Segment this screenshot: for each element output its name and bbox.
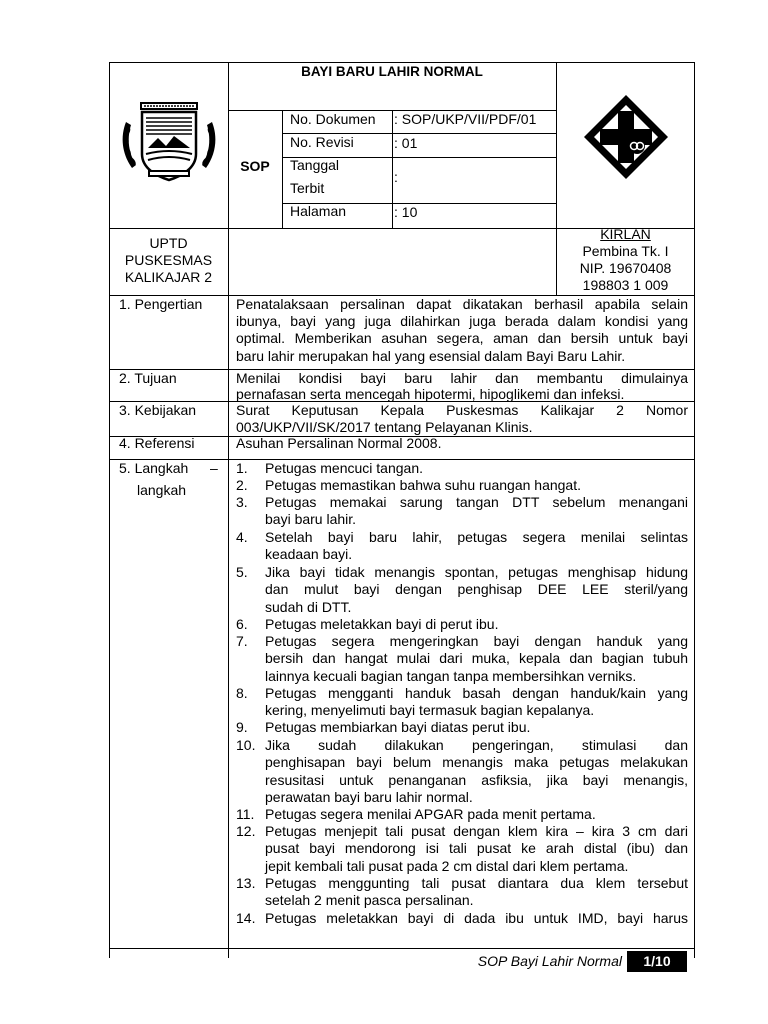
doc-number-label: No. Dokumen	[290, 111, 376, 127]
step-text	[265, 737, 688, 806]
step-text-line: Jika sudah dilakukan pengeringan, stimulasi dan	[265, 737, 688, 753]
procedure-step	[236, 737, 688, 806]
section-text-referensi: Asuhan Persalinan Normal 2008.	[236, 435, 442, 451]
revision-value: : 01	[394, 135, 418, 151]
issue-date-value: :	[394, 169, 398, 185]
doc-number-value: : SOP/UKP/VII/PDF/01	[394, 111, 537, 127]
step-text-line: penghisapan bayi belum menangis maka petugas melakukan	[265, 754, 688, 771]
section-label-pengertian: 1. Pengertian	[119, 296, 203, 312]
step-text-line: Petugas meletakkan bayi di dada ibu untuk IMD, bayi harus	[265, 910, 688, 926]
procedure-step	[236, 875, 688, 910]
step-number: 8.	[236, 685, 248, 701]
step-number: 6.	[236, 616, 248, 632]
step-text	[265, 719, 688, 736]
section-label-referensi: 4. Referensi	[119, 435, 195, 451]
procedure-step	[236, 477, 688, 494]
step-text-line: Petugas meletakkan bayi di perut ibu.	[265, 616, 499, 632]
step-text-line: pusat bayi mendorong isi tali pusat ke arah distal (ibu) dan	[265, 840, 688, 857]
section-label-tujuan: 2. Tujuan	[119, 370, 177, 386]
step-text	[265, 633, 688, 685]
signatory-nip-line2: 198803 1 009	[582, 277, 669, 293]
step-text-line: Petugas segera menilai APGAR pada menit pertama.	[265, 806, 596, 822]
section-text-pengertian: Penatalaksaan persalinan dapat dikatakan berhasil apabila selain ibunya, bayi yang juga dilahirkan juga berada dalam kondisi yang optimal. Memberikan asuhan segera, aman dan bersih untuk bayi baru lahir merupakan hal yang esensial dalam Bayi Baru Lahir.	[236, 296, 688, 364]
step-text	[265, 477, 688, 494]
step-number: 2.	[236, 477, 248, 493]
step-text-line: dan mulut bayi dengan penghisap DEE LEE steril/yang	[265, 581, 688, 598]
step-text-line: sudah di DTT.	[265, 598, 352, 615]
step-text	[265, 910, 688, 927]
step-number: 9.	[236, 719, 248, 735]
step-text-line: Petugas mengganti handuk basah dengan handuk/kain yang	[265, 685, 688, 701]
procedure-step	[236, 494, 688, 529]
step-number: 10.	[236, 737, 256, 753]
section-label-langkah-dash: –	[210, 460, 218, 476]
org-name-line1: UPTD	[149, 235, 188, 251]
step-text	[265, 460, 688, 477]
signatory-name: KIRLAN	[600, 226, 651, 242]
procedure-step	[236, 460, 688, 477]
issue-date-label: Tanggal	[290, 157, 340, 173]
step-text-line: Setelah bayi baru lahir, petugas segera menilai selintas	[265, 529, 688, 545]
sop-label: SOP	[240, 158, 270, 174]
section-label-kebijakan: 3. Kebijakan	[119, 402, 197, 418]
step-text	[265, 875, 688, 910]
signatory-nip-line1: NIP. 19670408	[579, 260, 672, 276]
revision-label: No. Revisi	[290, 134, 354, 150]
step-text-line: Petugas segera mengeringkan bayi dengan handuk yang	[265, 633, 688, 649]
step-number: 3.	[236, 494, 248, 510]
step-number: 5.	[236, 564, 248, 580]
step-number: 14.	[236, 910, 256, 926]
step-text-line: setelah 2 menit pasca persalinan.	[265, 892, 474, 909]
step-text	[265, 823, 688, 875]
step-number: 12.	[236, 823, 256, 839]
step-number: 4.	[236, 529, 248, 545]
procedure-step	[236, 633, 688, 685]
org-name-line2: PUSKESMAS	[124, 252, 213, 268]
section-label-langkah: 5. Langkah	[119, 460, 189, 476]
step-text-line: bayi baru lahir.	[265, 511, 357, 528]
section-text-kebijakan: Surat Keputusan Kepala Puskesmas Kalikajar 2 Nomor 003/UKP/VII/SK/2017 tentang Pelayanan Klinis.	[236, 402, 688, 435]
page-count-label: Halaman	[290, 203, 347, 219]
procedure-step	[236, 719, 688, 736]
step-text-line: bersih dan hangat mulai dari muka, kepala dan bagian tubuh	[265, 650, 688, 667]
procedure-step	[236, 823, 688, 875]
procedure-step	[236, 616, 688, 633]
step-text-line: Petugas memakai sarung tangan DTT sebelum menangani	[265, 494, 688, 510]
step-text-line: Petugas menjepit tali pusat dengan klem kira – kira 3 cm dari	[265, 823, 688, 839]
step-text-line: Petugas mencuci tangan.	[265, 460, 423, 476]
step-number: 11.	[236, 806, 255, 822]
step-text	[265, 806, 688, 823]
procedure-step	[236, 685, 688, 720]
step-text-line: jepit kembali tali pusat pada 2 cm distal dari klem pertama.	[265, 857, 629, 874]
step-text	[265, 494, 688, 529]
step-text-line: Petugas membiarkan bayi diatas perut ibu.	[265, 719, 531, 735]
org-name-line3: KALIKAJAR 2	[124, 269, 213, 285]
step-text-line: Petugas menggunting tali pusat diantara dua klem tersebut	[265, 875, 688, 891]
step-text	[265, 616, 688, 633]
step-text-line: perawatan bayi baru lahir normal.	[265, 788, 473, 805]
procedure-step	[236, 806, 688, 823]
step-text-line: lainnya kecuali bagian tangan tanpa membersihkan verniks.	[265, 667, 637, 684]
issue-date-label-line2: Terbit	[290, 180, 325, 196]
step-text-line: Jika bayi tidak menangis spontan, petugas menghisap hidung	[265, 564, 688, 580]
step-number: 13.	[236, 875, 256, 891]
document-title: BAYI BARU LAHIR NORMAL	[301, 64, 483, 79]
step-text-line: kering, menyelimuti bayi termasuk bagian kepalanya.	[265, 702, 595, 719]
section-label-langkah-line2: langkah	[137, 482, 187, 498]
footer-document-name: SOP Bayi Lahir Normal	[477, 953, 622, 969]
step-text	[265, 685, 688, 720]
step-text-line: resusitasi untuk penanganan asfiksia, jika bayi menangis,	[265, 771, 688, 788]
procedure-step	[236, 910, 688, 927]
step-number: 7.	[236, 633, 248, 649]
footer-rule	[109, 948, 695, 949]
procedure-step	[236, 529, 688, 564]
step-text-line: Petugas memastikan bahwa suhu ruangan hangat.	[265, 477, 581, 493]
step-text	[265, 529, 688, 564]
step-text	[265, 564, 688, 616]
step-text-line: keadaan bayi.	[265, 546, 353, 563]
procedure-step	[236, 564, 688, 616]
signatory-rank: Pembina Tk. I	[582, 243, 669, 259]
footer-page-number: 1/10	[643, 953, 671, 969]
step-number: 1.	[236, 460, 248, 476]
section-text-tujuan: Menilai kondisi bayi baru lahir dan membantu dimulainya pernafasan serta mencegah hipotermi, hipoglikemi dan infeksi.	[236, 370, 688, 402]
page-count-value: : 10	[394, 204, 418, 220]
